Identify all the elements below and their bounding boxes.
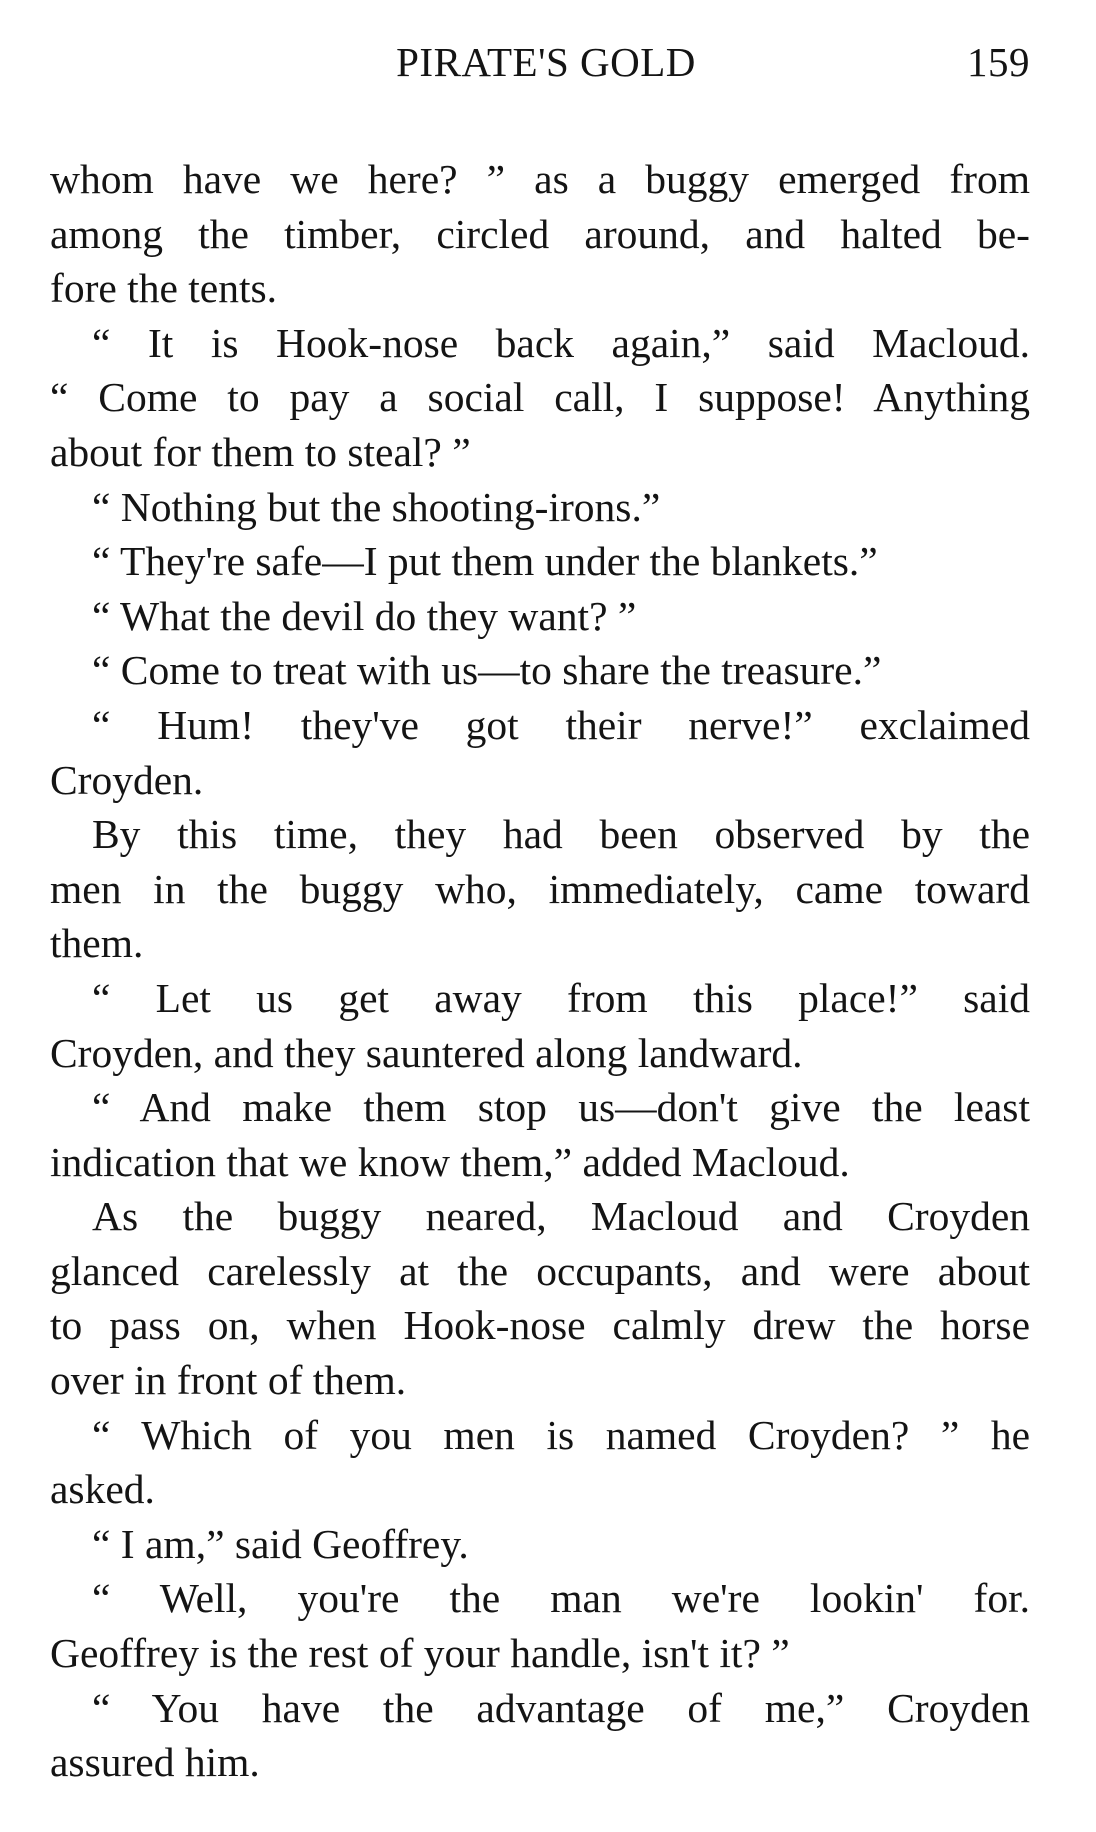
text-line: over in front of them. xyxy=(50,1357,407,1404)
paragraph xyxy=(50,152,1030,316)
text-line: “ And make them stop us—don't give the least xyxy=(92,1084,1030,1131)
text-line: whom have we here? ” as a buggy emerged from xyxy=(50,156,1030,202)
paragraph xyxy=(50,1189,1030,1407)
paragraph xyxy=(50,316,1030,480)
paragraph xyxy=(50,698,1030,807)
text-line: “ Let us get away from this place!” said xyxy=(92,974,1030,1021)
text-line: Geoffrey is the rest of your handle, isn't it? ” xyxy=(50,1630,790,1677)
text-line: glanced carelessly at the occupants, and were about xyxy=(50,1247,1030,1294)
text-line: “ Come to pay a social call, I suppose! Anything xyxy=(50,374,1030,421)
text-line: among the timber, circled around, and halted be- xyxy=(50,210,1030,257)
text-line: “ I am,” said Geoffrey. xyxy=(92,1520,469,1567)
paragraph xyxy=(50,971,1030,1080)
text-line: “ It is Hook-nose back again,” said Macloud. xyxy=(92,319,1030,366)
paragraph xyxy=(50,589,1030,644)
text-line: “ Come to treat with us—to share the treasure.” xyxy=(92,647,882,694)
paragraph xyxy=(50,807,1030,971)
text-line: “ What the devil do they want? ” xyxy=(92,592,637,639)
text-line: By this time, they had been observed by the xyxy=(92,811,1030,858)
body-text xyxy=(50,152,1030,1790)
paragraph xyxy=(50,643,1030,698)
running-head xyxy=(50,28,1030,90)
text-line: “ Hum! they've got their nerve!” exclaimed xyxy=(92,701,1030,748)
text-line: them. xyxy=(50,920,144,967)
text-line: fore the tents. xyxy=(50,265,278,312)
paragraph xyxy=(50,1681,1030,1790)
text-line: Croyden, and they sauntered along landward. xyxy=(50,1029,803,1076)
page-number: 159 xyxy=(967,39,1030,85)
text-line: “ Well, you're the man we're lookin' for. xyxy=(92,1575,1030,1622)
paragraph xyxy=(50,1571,1030,1680)
paragraph xyxy=(50,1080,1030,1189)
text-line: about for them to steal? ” xyxy=(50,428,471,475)
text-line: As the buggy neared, Macloud and Croyden xyxy=(92,1193,1030,1240)
text-line: “ Which of you men is named Croyden? ” he xyxy=(92,1411,1030,1458)
text-line: “ You have the advantage of me,” Croyden xyxy=(92,1684,1030,1731)
book-page xyxy=(50,28,1030,1790)
text-line: indication that we know them,” added Macloud. xyxy=(50,1138,850,1185)
text-line: Croyden. xyxy=(50,756,204,803)
text-line: “ Nothing but the shooting-irons.” xyxy=(92,483,661,530)
running-title: PIRATE'S GOLD xyxy=(396,39,696,85)
text-line: “ They're safe—I put them under the blankets.” xyxy=(92,538,878,585)
text-line: to pass on, when Hook-nose calmly drew the horse xyxy=(50,1302,1030,1349)
paragraph xyxy=(50,1517,1030,1572)
paragraph xyxy=(50,480,1030,535)
text-line: assured him. xyxy=(50,1739,260,1786)
text-line: asked. xyxy=(50,1466,155,1513)
paragraph xyxy=(50,534,1030,589)
paragraph xyxy=(50,1408,1030,1517)
text-line: men in the buggy who, immediately, came toward xyxy=(50,865,1030,912)
